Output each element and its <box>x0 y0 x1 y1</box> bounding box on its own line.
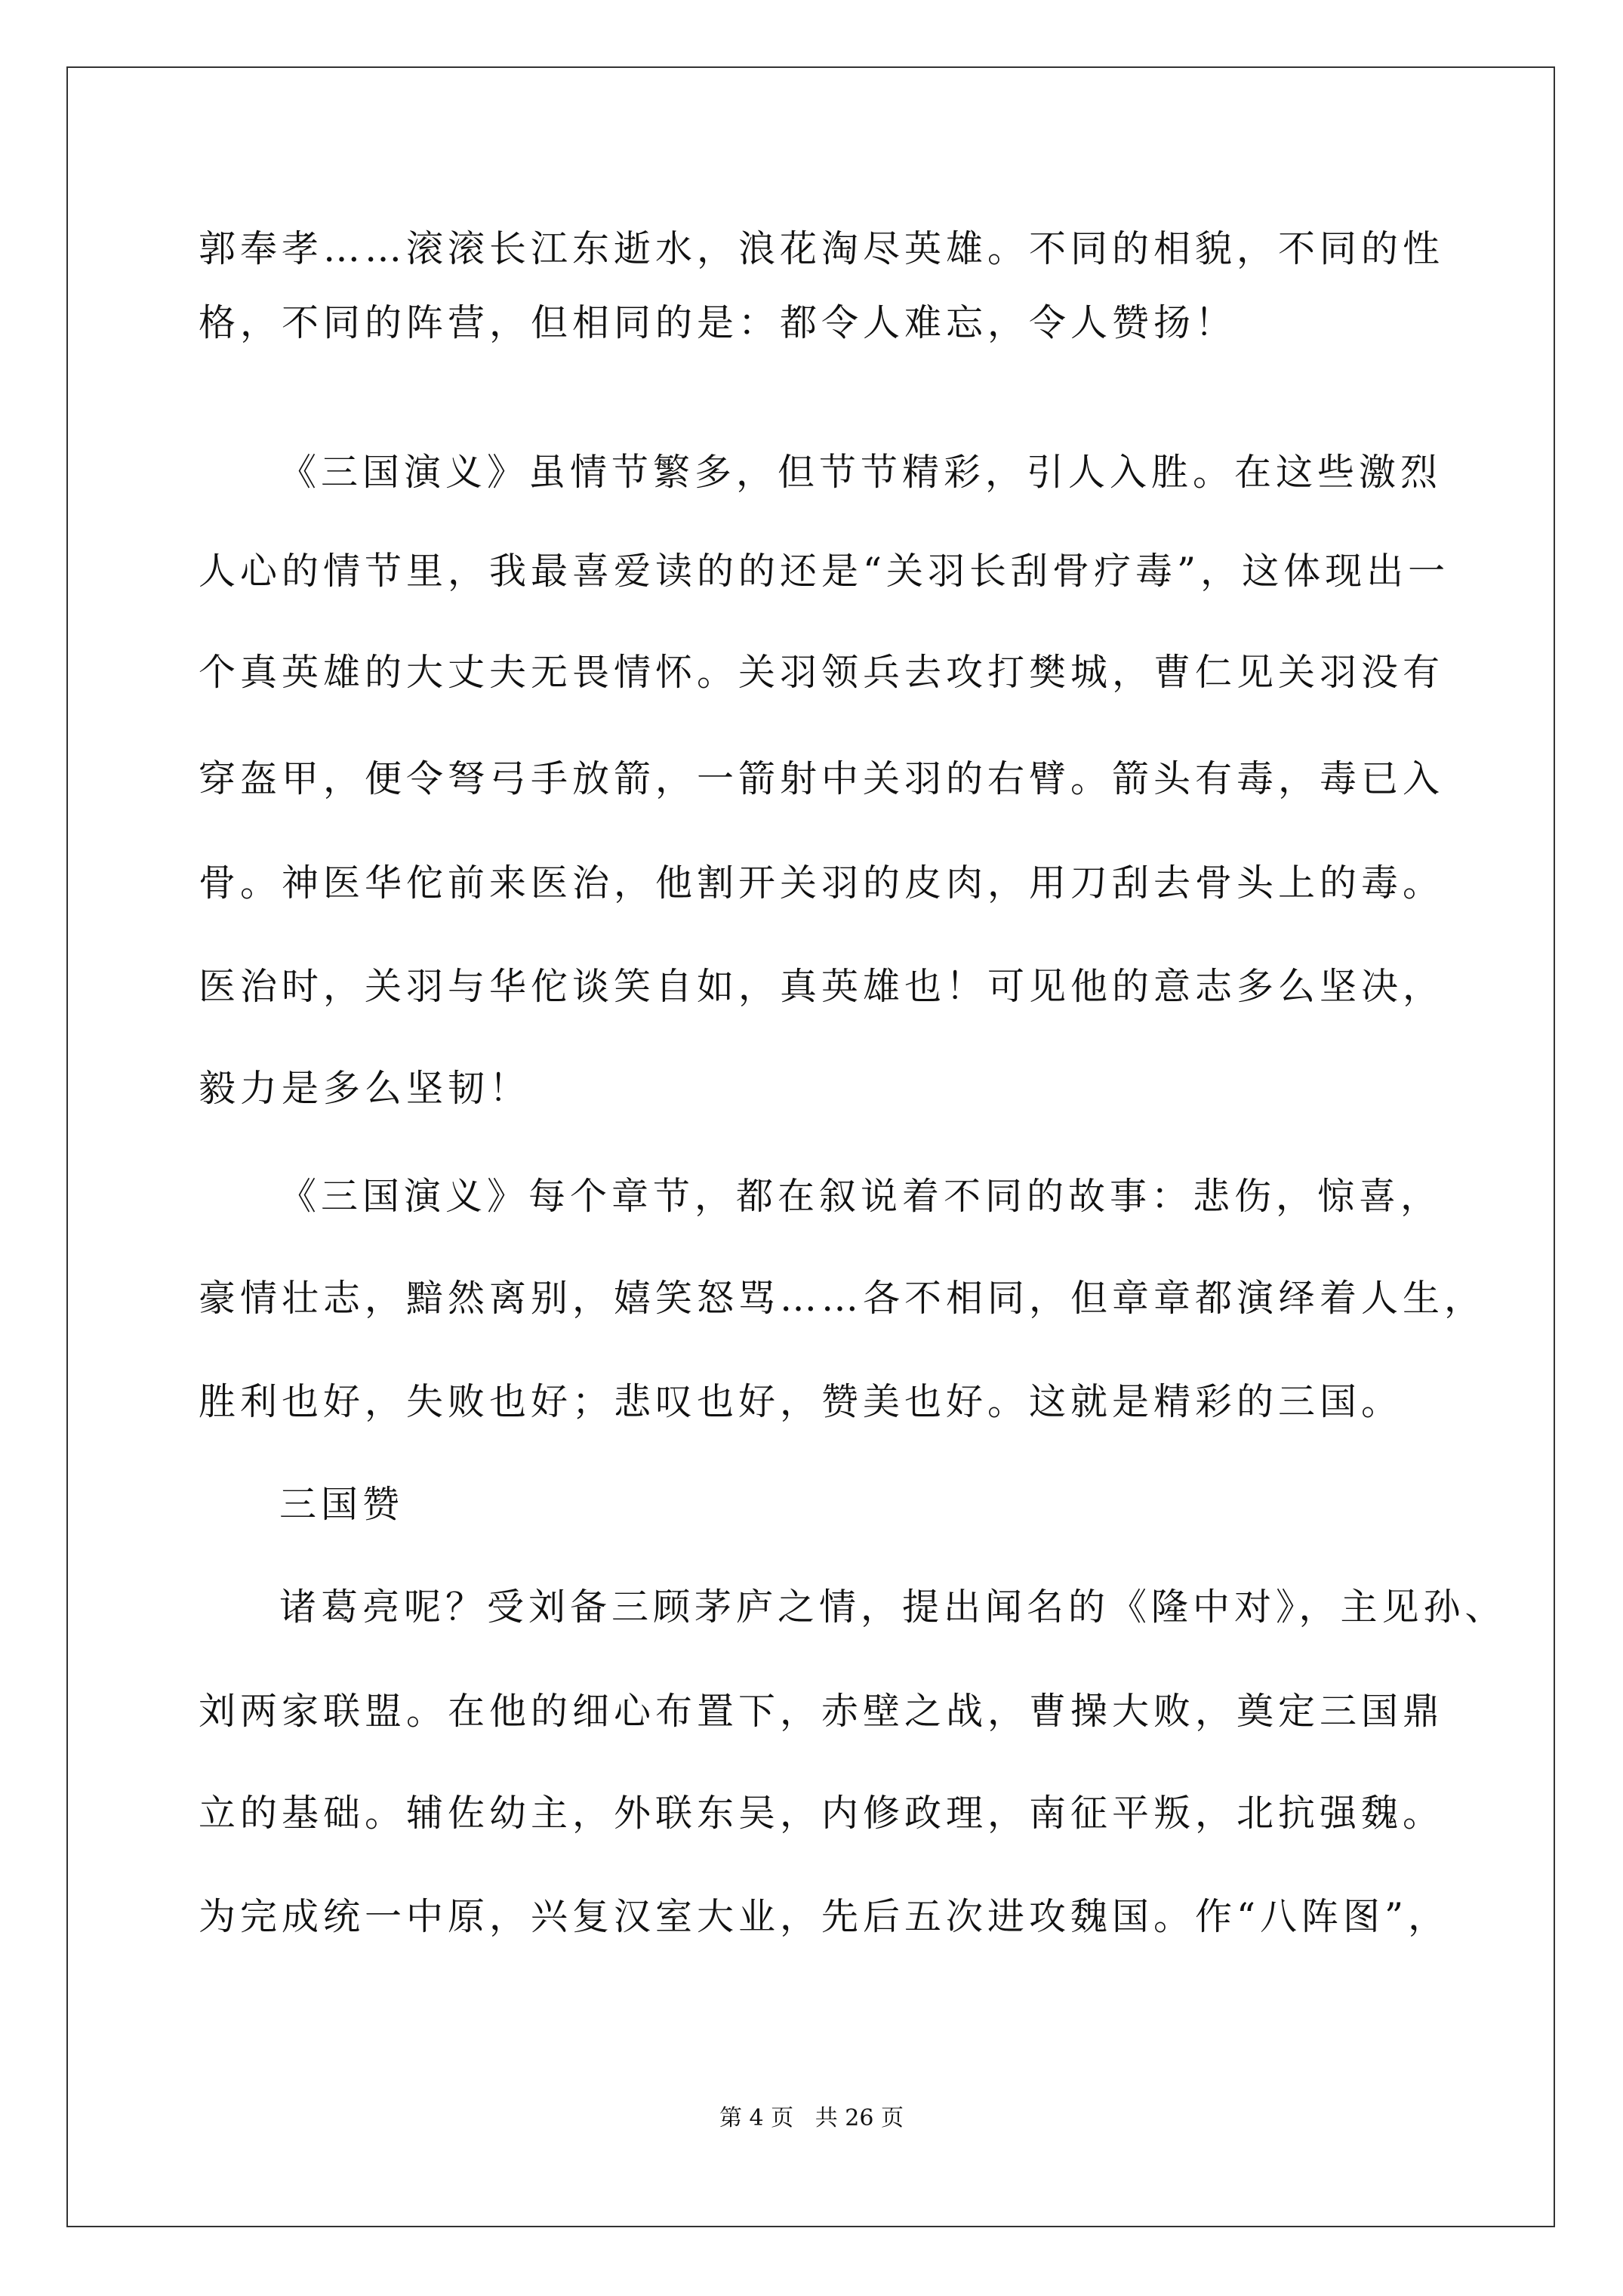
text-line: 骨。神医华佗前来医治，他割开关羽的皮肉，用刀刮去骨头上的毒。 <box>199 861 1445 905</box>
section-heading: 三国赞 <box>279 1483 405 1526</box>
page-footer: 第 4 页 共 26 页 <box>719 2105 904 2131</box>
text-line: 医治时，关羽与华佗谈笑自如，真英雄也！可见他的意志多么坚决， <box>199 965 1445 1008</box>
text-line: 为完成统一中原，兴复汉室大业，先后五次进攻魏国。作“八阵图”， <box>199 1895 1450 1938</box>
text-line: 人心的情节里，我最喜爱读的的还是“关羽长刮骨疗毒”，这体现出一 <box>199 550 1450 593</box>
text-line: 个真英雄的大丈夫无畏情怀。关羽领兵去攻打樊城，曹仁见关羽没有 <box>199 651 1445 694</box>
text-line: 格，不同的阵营，但相同的是：都令人难忘，令人赞扬！ <box>199 301 1237 344</box>
text-line: 穿盔甲，便令弩弓手放箭，一箭射中关羽的右臂。箭头有毒，毒已入 <box>199 757 1445 800</box>
text-line: 立的基础。辅佐幼主，外联东吴，内修政理，南征平叛，北抗强魏。 <box>199 1792 1445 1835</box>
text-line: 豪情壮志，黯然离别，嬉笑怒骂……各不相同，但章章都演绎着人生， <box>199 1277 1486 1320</box>
text-line: 诸葛亮呢？受刘备三顾茅庐之情，提出闻名的《隆中对》，主见孙、 <box>279 1586 1507 1629</box>
text-line: 胜利也好，失败也好；悲叹也好，赞美也好。这就是精彩的三国。 <box>199 1380 1403 1423</box>
text-line: 《三国演义》虽情节繁多，但节节精彩，引人入胜。在这些激烈 <box>279 451 1443 494</box>
text-line: 刘两家联盟。在他的细心布置下，赤壁之战，曹操大败，奠定三国鼎 <box>199 1690 1445 1733</box>
text-line: 毅力是多么坚韧！ <box>199 1067 531 1110</box>
text-line: 郭奉孝……滚滚长江东逝水，浪花淘尽英雄。不同的相貌，不同的性 <box>199 227 1445 270</box>
text-line: 《三国演义》每个章节，都在叙说着不同的故事：悲伤，惊喜， <box>279 1175 1443 1218</box>
